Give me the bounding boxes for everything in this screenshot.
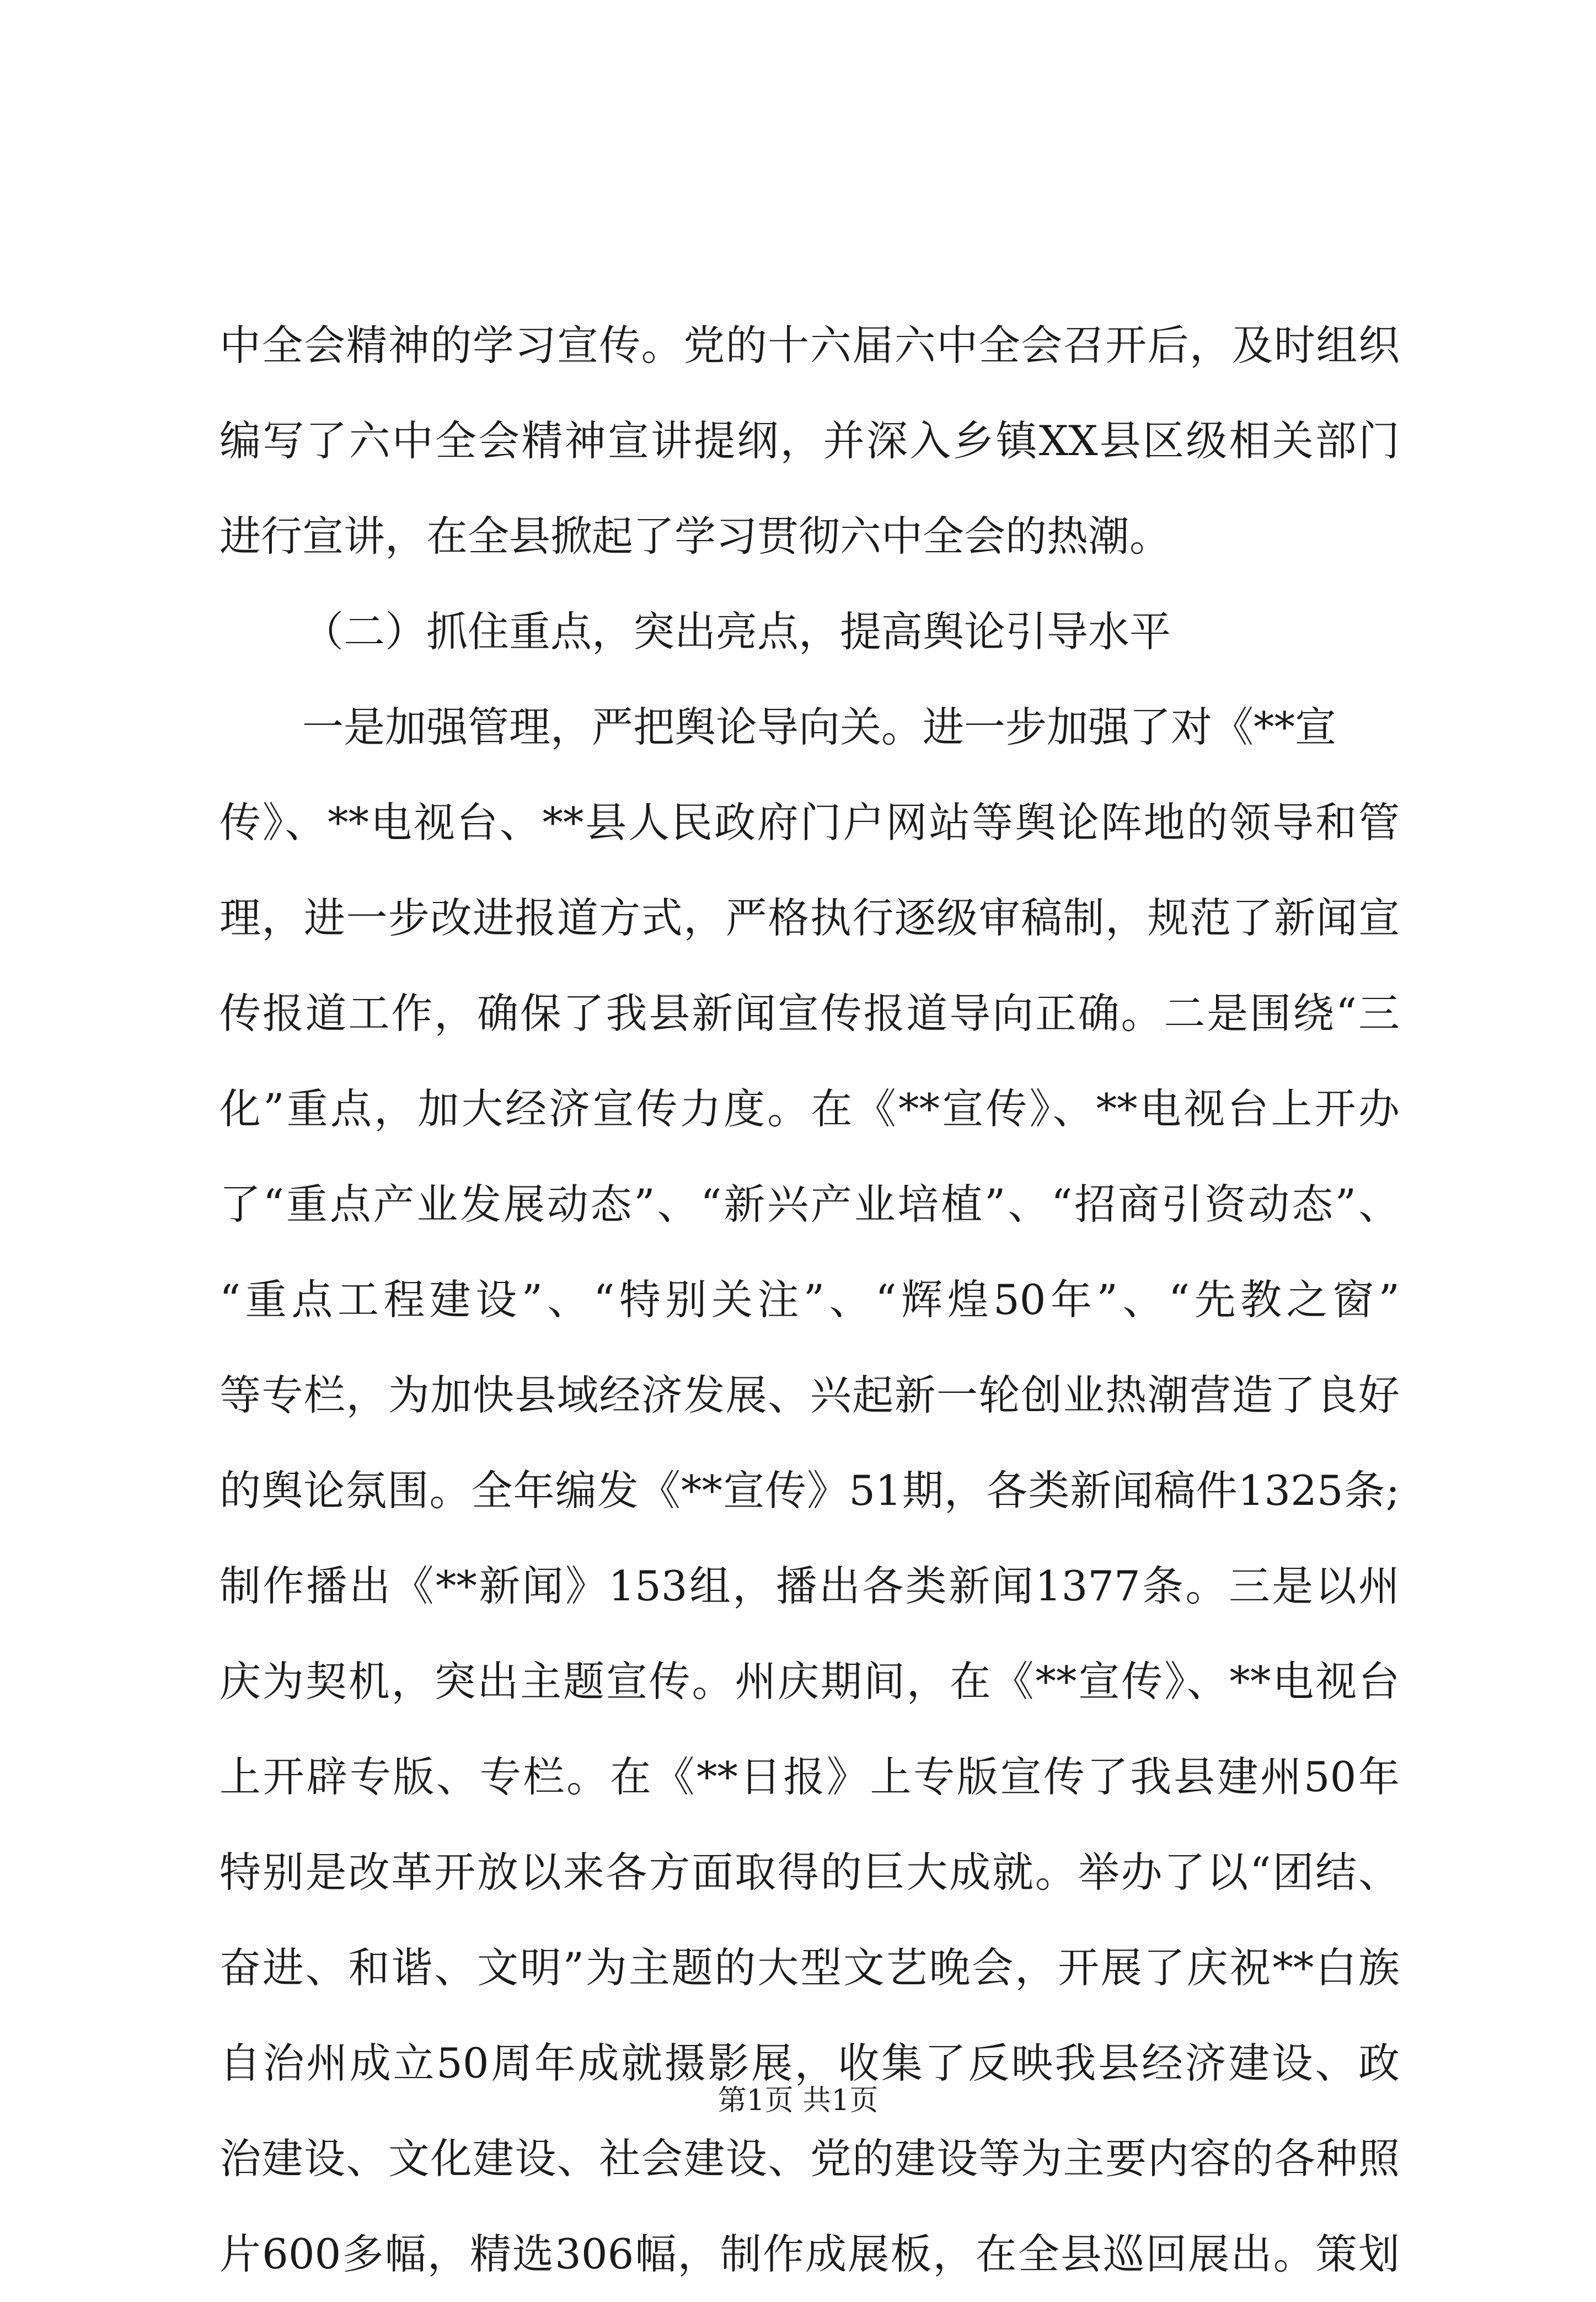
text-line: “重点工程建设”、“特别关注”、“辉煌50年”、“先教之窗” bbox=[219, 1275, 1400, 1324]
text-line: 中全会精神的学习宣传。党的十六届六中全会召开后，及时组织 bbox=[219, 321, 1400, 370]
page-footer: 第1页 共1页 bbox=[717, 2084, 879, 2117]
section-heading: （二）抓住重点，突出亮点，提高舆论引导水平 bbox=[302, 607, 1171, 656]
text-line: 编写了六中全会精神宣讲提纲，并深入乡镇XX县区级相关部门 bbox=[219, 416, 1400, 465]
text-line: 传报道工作，确保了我县新闻宣传报道导向正确。二是围绕“三 bbox=[219, 989, 1400, 1038]
text-line: 制作播出《**新闻》153组，播出各类新闻1377条。三是以州 bbox=[219, 1562, 1400, 1610]
text-line: 了“重点产业发展动态”、“新兴产业培植”、“招商引资动态”、 bbox=[219, 1180, 1400, 1229]
text-line: 特别是改革开放以来各方面取得的巨大成就。举办了以“团结、 bbox=[219, 1848, 1400, 1897]
text-line: 传》、**电视台、**县人民政府门户网站等舆论阵地的领导和管 bbox=[219, 798, 1400, 847]
text-line: 奋进、和谐、文明”为主题的大型文艺晚会，开展了庆祝**白族 bbox=[219, 1943, 1400, 1992]
text-line: 自治州成立50周年成就摄影展，收集了反映我县经济建设、政 bbox=[219, 2039, 1400, 2087]
body-text bbox=[219, 298, 1400, 2302]
text-line: 一是加强管理，严把舆论导向关。进一步加强了对《**宣 bbox=[302, 703, 1337, 751]
text-line: 进行宣讲，在全县掀起了学习贯彻六中全会的热潮。 bbox=[219, 512, 1171, 560]
text-line: 庆为契机，突出主题宣传。州庆期间，在《**宣传》、**电视台 bbox=[219, 1657, 1400, 1706]
text-line: 上开辟专版、专栏。在《**日报》上专版宣传了我县建州50年 bbox=[219, 1753, 1400, 1801]
text-line: 等专栏，为加快县域经济发展、兴起新一轮创业热潮营造了良好 bbox=[219, 1371, 1400, 1419]
text-line: 治建设、文化建设、社会建设、党的建设等为主要内容的各种照 bbox=[219, 2134, 1400, 2183]
text-line: 化”重点，加大经济宣传力度。在《**宣传》、**电视台上开办 bbox=[219, 1085, 1400, 1133]
text-line: 片600多幅，精选306幅，制作成展板，在全县巡回展出。策划 bbox=[219, 2230, 1400, 2278]
text-line: 理，进一步改进报道方式，严格执行逐级审稿制，规范了新闻宣 bbox=[219, 894, 1400, 942]
text-line: 的舆论氛围。全年编发《**宣传》51期，各类新闻稿件1325条; bbox=[219, 1466, 1400, 1515]
